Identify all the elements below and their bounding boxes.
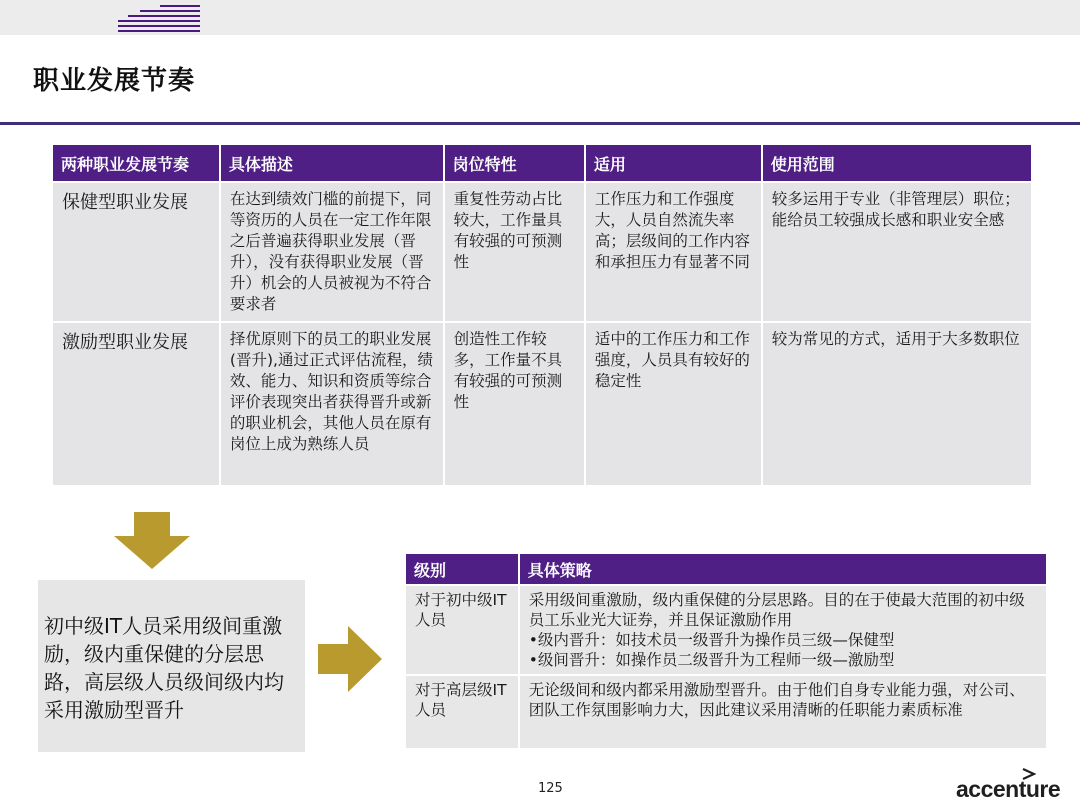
header-cell: 具体描述 — [221, 145, 443, 181]
applicable-cell: 工作压力和工作强度大，人员自然流失率高；层级间的工作内容和承担压力有显著不同 — [586, 183, 761, 321]
strategy-table — [404, 552, 1048, 750]
table-row — [53, 183, 1031, 321]
slide-title: 职业发展节奏 — [33, 66, 196, 96]
row-name: 激励型职业发展 — [53, 323, 219, 485]
strategy-line: •级内晋升：如技术员一级晋升为操作员三级—保健型 — [528, 631, 895, 649]
strategy-line: 采用级间重激励，级内重保健的分层思路。目的在于使最大范围的初中级员工乐业光大证券，并且保证激励作用 — [528, 591, 1025, 629]
traits-cell: 创造性工作较多，工作量不具有较强的可预测性 — [445, 323, 584, 485]
table-header-row — [406, 554, 1046, 584]
header-cell: 岗位特性 — [445, 145, 584, 181]
accenture-logo — [956, 768, 1074, 802]
strategy-line: 无论级间和级内都采用激励型晋升。由于他们自身专业能力强，对公司、团队工作氛围影响力大，因此建议采用清晰的任职能力素质标准 — [528, 681, 1025, 719]
level-cell: 对于初中级IT人员 — [406, 586, 518, 674]
scope-cell: 较多运用于专业（非管理层）职位；能给员工较强成长感和职业安全感 — [763, 183, 1031, 321]
description-cell: 择优原则下的员工的职业发展(晋升),通过正式评估流程，绩效、能力、知识和资质等综合评价表现突出者获得晋升或新的职业机会，其他人员在原有岗位上成为熟练人员 — [221, 323, 443, 485]
table-row — [53, 323, 1031, 485]
header-cell: 具体策略 — [520, 554, 1046, 584]
level-cell: 对于高层级IT人员 — [406, 676, 518, 748]
description-cell: 在达到绩效门槛的前提下，同等资历的人员在一定工作年限之后普遍获得职业发展（晋升），没有获得职业发展（晋升）机会的人员被视为不符合要求者 — [221, 183, 443, 321]
header-cell: 级别 — [406, 554, 518, 584]
right-arrow-icon — [318, 626, 384, 692]
header-cell: 适用 — [586, 145, 761, 181]
career-rhythm-table — [51, 143, 1033, 487]
applicable-cell: 适中的工作压力和工作强度，人员具有较好的稳定性 — [586, 323, 761, 485]
header-stripes-decoration — [118, 3, 200, 33]
title-rule — [0, 122, 1080, 125]
header-cell: 使用范围 — [763, 145, 1031, 181]
strategy-line: •级间晋升：如操作员二级晋升为工程师一级—激励型 — [528, 651, 895, 669]
row-name: 保健型职业发展 — [53, 183, 219, 321]
down-arrow-icon — [112, 512, 192, 570]
traits-cell: 重复性劳动占比较大，工作量具有较强的可预测性 — [445, 183, 584, 321]
table-row — [406, 676, 1046, 748]
scope-cell: 较为常见的方式，适用于大多数职位 — [763, 323, 1031, 485]
summary-box: 初中级IT人员采用级间重激励，级内重保健的分层思路，高层级人员级间级内均采用激励型晋升 — [38, 580, 305, 752]
logo-text: accenture — [956, 776, 1061, 802]
strategy-cell — [520, 676, 1046, 748]
strategy-cell — [520, 586, 1046, 674]
header-cell: 两种职业发展节奏 — [53, 145, 219, 181]
table-header-row — [53, 145, 1031, 181]
page-number: 125 — [538, 781, 563, 796]
table-row — [406, 586, 1046, 674]
